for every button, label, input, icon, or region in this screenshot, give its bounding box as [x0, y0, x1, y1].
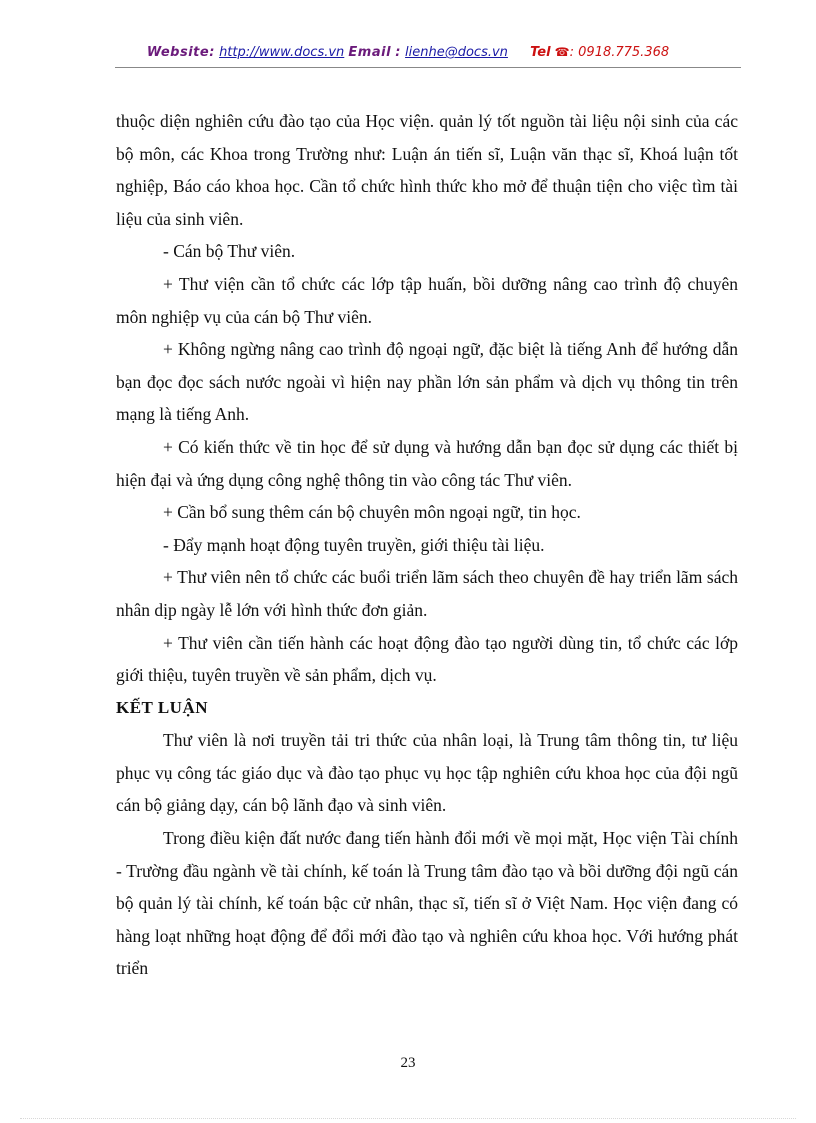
body-paragraph: - Cán bộ Thư viên. [163, 241, 296, 262]
page-header [0, 45, 816, 60]
document-body [116, 105, 738, 985]
email-separator: : [395, 45, 401, 60]
conclusion-paragraph: Thư viên là nơi truyền tải tri thức của nhân loại, là Trung tâm thông tin, tư liệu phục vụ công tác giáo dục và đào tạo phục vụ học tập nghiên cứu khoa học của đội ngũ cán bộ giảng dạy, cán bộ lãnh đạo và sinh viên. [116, 730, 738, 816]
body-paragraph: + Có kiến thức về tin học để sử dụng và hướng dẫn bạn đọc sử dụng các thiết bị hiện đại và ứng dụng công nghệ thông tin vào công tác Thư viên. [116, 436, 738, 490]
body-paragraph: + Thư viên nên tổ chức các buổi triển lãm sách theo chuyên đề hay triển lãm sách nhân dịp ngày lễ lớn với hình thức đơn giản. [116, 567, 738, 620]
header-divider [115, 67, 741, 68]
body-paragraph: thuộc diện nghiên cứu đào tạo của Học viện. quản lý tốt nguồn tài liệu nội sinh của các bộ môn, các Khoa trong Trường như: Luận án tiến sĩ, Luận văn thạc sĩ, Khoá luận tốt nghiệp, Báo cáo khoa học. Cần tổ chức hình thức kho mở để thuận tiện cho việc tìm tài liệu của sinh viên. [116, 111, 738, 229]
email-link[interactable]: lienhe@docs.vn [405, 45, 508, 60]
email-label: Email [348, 45, 392, 60]
conclusion-heading: KẾT LUẬN [116, 697, 209, 717]
website-link[interactable]: http://www.docs.vn [219, 45, 345, 60]
conclusion-paragraph: Trong điều kiện đất nước đang tiến hành đổi mới về mọi mặt, Học viện Tài chính - Trường đầu ngành về tài chính, kế toán là Trung tâm đào tạo và bồi dưỡng đội ngũ cán bộ quản lý tài chính, kế toán bậc cử nhân, thạc sĩ, tiến sĩ ở Việt Nam. Học viện đang có hàng loạt những hoạt động để đổi mới đào tạo và nghiên cứu khoa học. Với hướng phát triển [116, 828, 738, 979]
footer-divider [20, 1118, 796, 1119]
body-paragraph: + Không ngừng nâng cao trình độ ngoại ngữ, đặc biệt là tiếng Anh để hướng dẫn bạn đọc đọc sách nước ngoài vì hiện nay phần lớn sản phẩm và dịch vụ thông tin trên mạng là tiếng Anh. [116, 339, 738, 425]
tel-label: Tel [530, 45, 551, 60]
body-paragraph: + Thư viện cần tổ chức các lớp tập huấn, bồi dưỡng nâng cao trình độ chuyên môn nghiệp vụ của cán bộ Thư viên. [116, 273, 738, 327]
body-paragraph: + Thư viên cần tiến hành các hoạt động đào tạo người dùng tin, tổ chức các lớp giới thiệu, tuyên truyền về sản phẩm, dịch vụ. [116, 632, 738, 686]
tel-separator: : [569, 45, 575, 60]
website-label: Website [146, 45, 210, 60]
tel-value: 0918.775.368 [578, 45, 670, 60]
body-paragraph: - Đẩy mạnh hoạt động tuyên truyền, giới thiệu tài liệu. [163, 534, 545, 555]
body-paragraph: + Cần bổ sung thêm cán bộ chuyên môn ngoại ngữ, tin học. [163, 502, 581, 523]
phone-icon: ☎ [554, 45, 570, 59]
page-number: 23 [400, 1055, 416, 1071]
website-separator: : [209, 45, 215, 60]
